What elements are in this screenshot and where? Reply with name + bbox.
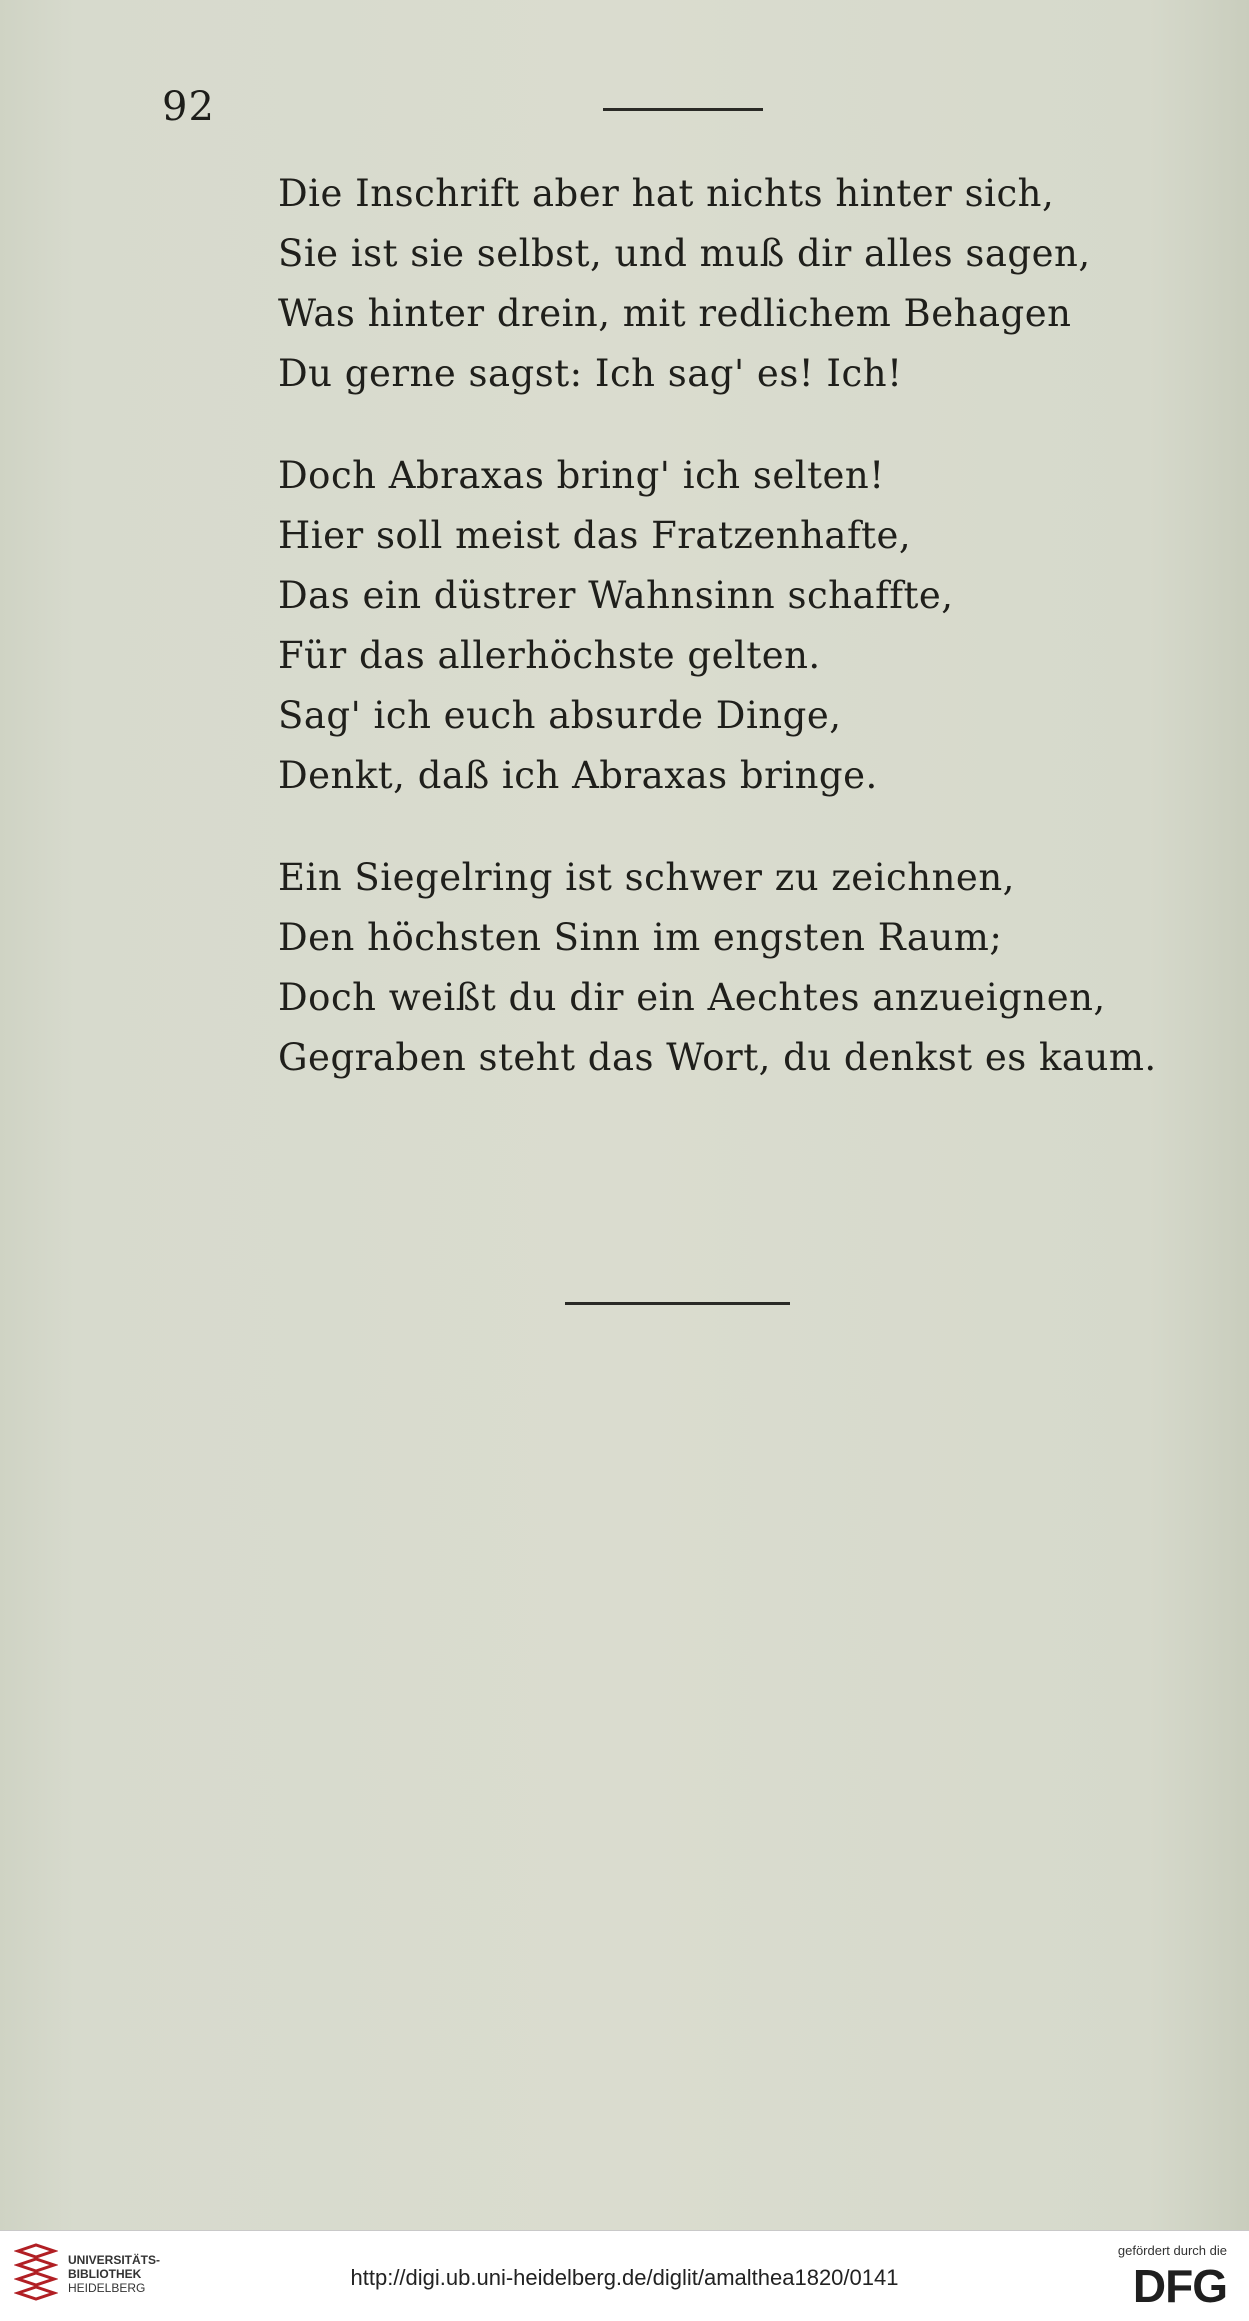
page-number: 92	[162, 84, 215, 130]
stanza-1	[278, 164, 1091, 404]
poem-line: Sag' ich euch absurde Dinge,	[278, 694, 842, 737]
poem-line: Was hinter drein, mit redlichem Behagen	[278, 292, 1072, 335]
poem-line: Denkt, daß ich Abraxas bringe.	[278, 754, 878, 797]
poem	[278, 164, 1157, 1130]
poem-line: Das ein düstrer Wahnsinn schaffte,	[278, 574, 954, 617]
permalink-url[interactable]: http://digi.ub.uni-heidelberg.de/diglit/amalthea1820/0141	[350, 2265, 899, 2290]
poem-line: Für das allerhöchste gelten.	[278, 634, 821, 677]
poem-line: Den höchsten Sinn im engsten Raum;	[278, 916, 1003, 959]
poem-line: Du gerne sagst: Ich sag' es! Ich!	[278, 352, 903, 395]
library-name-line-2: BIBLIOTHEK	[68, 2267, 142, 2281]
poem-line: Die Inschrift aber hat nichts hinter sich,	[278, 172, 1055, 215]
library-name-line-3: HEIDELBERG	[68, 2281, 146, 2295]
viewer-footer	[0, 2230, 1249, 2321]
stanza-2	[278, 446, 1078, 806]
stanza-3	[278, 848, 1157, 1088]
dfg-logo: DFG	[1132, 2260, 1227, 2312]
bottom-rule	[565, 1302, 790, 1305]
poem-line: Doch Abraxas bring' ich selten!	[278, 454, 885, 497]
poem-line: Ein Siegelring ist schwer zu zeichnen,	[278, 856, 1015, 899]
poem-line: Hier soll meist das Fratzenhafte,	[278, 514, 912, 557]
poem-line: Doch weißt du dir ein Aechtes anzueignen,	[278, 976, 1106, 1019]
library-name-line-1: UNIVERSITÄTS-	[68, 2253, 161, 2267]
funding-caption: gefördert durch die	[1117, 2243, 1227, 2258]
poem-line: Sie ist sie selbst, und muß dir alles sagen,	[278, 232, 1091, 275]
top-rule	[603, 108, 763, 111]
poem-line: Gegraben steht das Wort, du denkst es kaum.	[278, 1036, 1157, 1079]
